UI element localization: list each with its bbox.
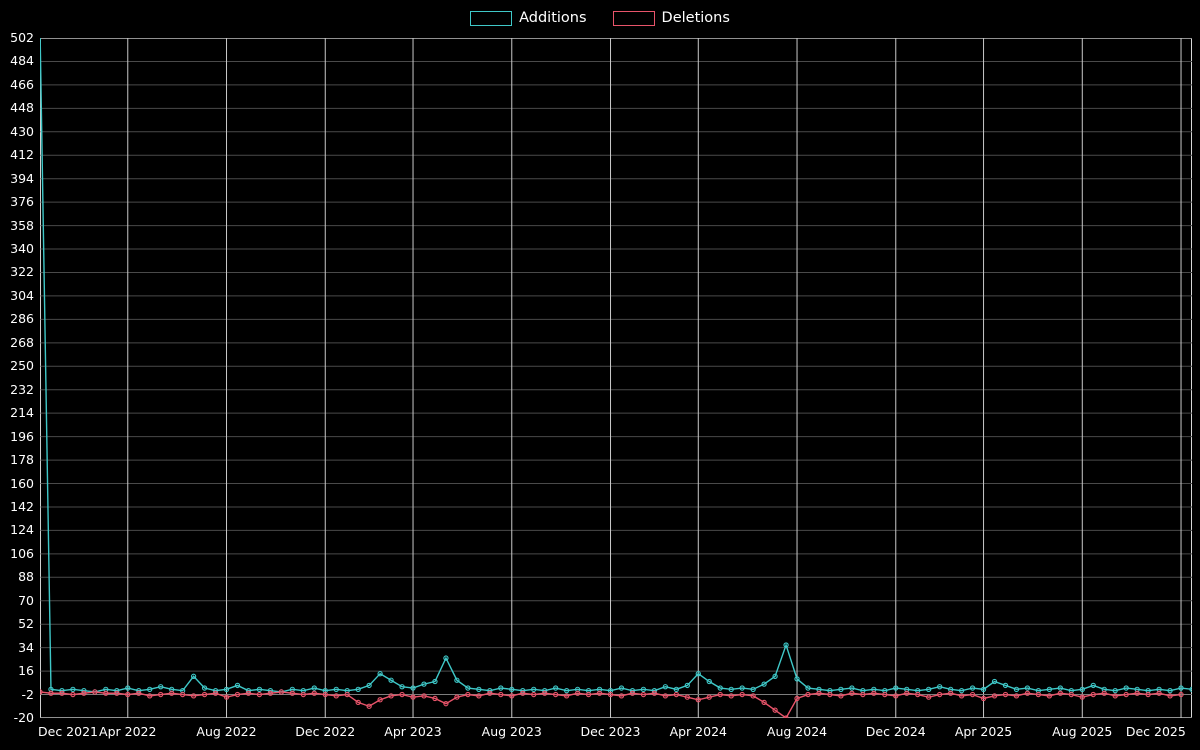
y-tick-label: 250 bbox=[10, 358, 34, 374]
y-tick-label: 106 bbox=[10, 545, 34, 561]
y-tick-label: 268 bbox=[10, 334, 34, 350]
x-tick-label: Apr 2022 bbox=[99, 724, 157, 739]
y-tick-label: 178 bbox=[10, 451, 34, 467]
x-tick-label: Aug 2022 bbox=[196, 724, 257, 739]
x-tick-label: Apr 2025 bbox=[954, 724, 1013, 739]
y-tick-label: 322 bbox=[10, 264, 34, 280]
y-tick-label: 232 bbox=[10, 381, 34, 397]
y-tick-label: 142 bbox=[10, 498, 34, 514]
x-tick-label: Dec 2023 bbox=[580, 724, 641, 739]
y-tick-label: 34 bbox=[18, 639, 34, 655]
y-tick-label: 196 bbox=[10, 428, 34, 444]
x-tick-label: Apr 2023 bbox=[384, 724, 442, 739]
x-tick-label: Dec 2024 bbox=[865, 724, 926, 739]
y-tick-label: 160 bbox=[10, 475, 34, 491]
x-tick-label: Dec 2025 bbox=[1125, 724, 1186, 739]
x-tick-label: Apr 2024 bbox=[669, 724, 727, 739]
y-tick-label: -20 bbox=[13, 709, 34, 725]
y-tick-label: 304 bbox=[10, 287, 34, 303]
y-tick-label: 412 bbox=[10, 146, 34, 162]
legend-label-additions: Additions bbox=[519, 9, 587, 26]
y-tick-label: -2 bbox=[21, 686, 34, 702]
y-tick-label: 214 bbox=[10, 404, 34, 420]
y-tick-label: 70 bbox=[18, 592, 34, 608]
y-tick-label: 376 bbox=[10, 193, 34, 209]
y-tick-label: 394 bbox=[10, 170, 34, 186]
y-tick-label: 466 bbox=[10, 76, 34, 92]
x-tick-label: Aug 2024 bbox=[766, 724, 828, 739]
y-tick-label: 448 bbox=[10, 100, 34, 116]
x-tick-label: Dec 2021 bbox=[38, 724, 98, 739]
y-tick-label: 502 bbox=[10, 29, 34, 45]
legend-label-deletions: Deletions bbox=[661, 9, 730, 26]
x-tick-label: Dec 2022 bbox=[295, 724, 356, 739]
y-tick-label: 484 bbox=[10, 53, 34, 69]
y-tick-label: 430 bbox=[10, 123, 34, 139]
y-tick-label: 286 bbox=[10, 311, 34, 327]
y-tick-label: 340 bbox=[10, 240, 34, 256]
y-tick-label: 16 bbox=[18, 662, 34, 678]
y-tick-label: 52 bbox=[18, 615, 34, 631]
y-tick-label: 88 bbox=[18, 569, 34, 585]
y-tick-label: 124 bbox=[10, 522, 34, 538]
x-tick-label: Aug 2023 bbox=[481, 724, 542, 739]
y-tick-label: 358 bbox=[10, 217, 34, 233]
x-tick-label: Aug 2025 bbox=[1052, 724, 1113, 739]
